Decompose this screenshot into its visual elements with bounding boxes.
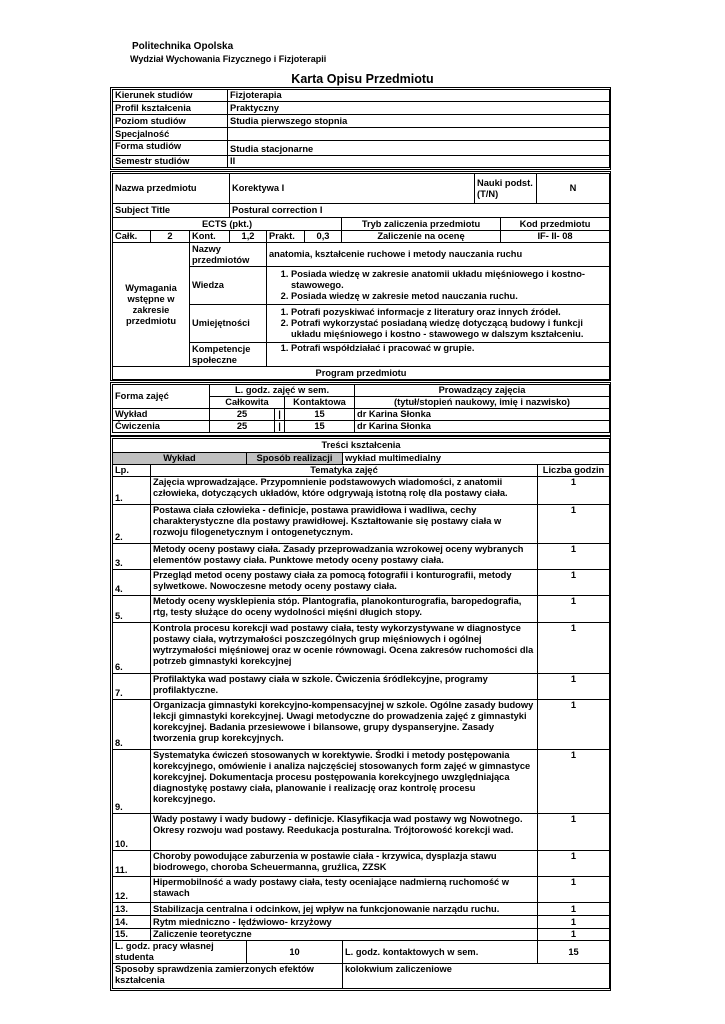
nauki-value: N xyxy=(537,174,610,204)
table-row xyxy=(113,570,610,596)
kontakt-value: 15 xyxy=(538,941,610,964)
sposoby-value: kolokwium zaliczeniowe xyxy=(343,964,610,989)
subject-title: Postural correction I xyxy=(230,204,610,218)
ects-prakt-label: Prakt. xyxy=(267,231,305,243)
study-value: Studia pierwszego stopnia xyxy=(228,115,610,128)
topic-lp: 9. xyxy=(113,750,151,814)
wyklad-label: Wykład xyxy=(113,453,247,465)
komp-list xyxy=(267,343,610,367)
topic-hours: 1 xyxy=(538,700,610,750)
study-value xyxy=(228,128,610,141)
ects-kont-label: Kont. xyxy=(190,231,230,243)
topic-lp: 12. xyxy=(113,877,151,903)
study-row xyxy=(113,102,610,115)
topic-lp: 5. xyxy=(113,596,151,623)
table-row xyxy=(113,700,610,750)
study-value: Studia stacjonarne xyxy=(228,141,610,156)
topic-text: Rytm miedniczno - lędźwiowo- krzyżowy xyxy=(151,916,538,929)
study-label: Profil kształcenia xyxy=(113,102,228,115)
table-row xyxy=(113,505,610,544)
study-label: Poziom studiów xyxy=(113,115,228,128)
table-row xyxy=(113,421,610,433)
faculty-name: Wydział Wychowania Fizycznego i Fizjoterapii xyxy=(130,54,327,64)
table-row xyxy=(113,903,610,916)
table-row xyxy=(113,409,610,421)
prow-label: Prowadzący zajęcia xyxy=(355,385,610,397)
forma-value: Ćwiczenia xyxy=(113,421,210,433)
sposoby-label: Sposoby sprawdzenia zamierzonych efektów kształcenia xyxy=(113,964,343,989)
list-item: 1. Potrafi pozyskiwać informacje z literatury oraz innych źródeł. xyxy=(291,307,607,318)
subject-title-label: Subject Title xyxy=(113,204,230,218)
subject-name-label: Nazwa przedmiotu xyxy=(113,174,230,204)
study-value: II xyxy=(228,156,610,168)
topic-lp: 1. xyxy=(113,477,151,505)
study-value: Fizjoterapia xyxy=(228,90,610,102)
ects-kont-value: 1,2 xyxy=(230,231,267,243)
godz-label: L. godz. zajęć w sem. xyxy=(210,385,355,397)
university-name: Politechnika Opolska xyxy=(132,41,234,52)
forms-table xyxy=(112,384,610,433)
prow-sub-label: (tytuł/stopień naukowy, imię i nazwisko) xyxy=(355,397,610,409)
kod-header: Kod przedmiotu xyxy=(501,218,610,231)
ects-prakt-value: 0,3 xyxy=(305,231,342,243)
separator: | xyxy=(275,421,285,433)
study-label: Forma studiów xyxy=(113,141,228,156)
topic-text: Postawa ciała człowieka - definicje, postawa prawidłowa i wadliwa, cechy charakterystyczne dla postawy prawidłowej. Kształtowanie się postawy ciała w rozwoju filogenetycznym i ontogenetycznym. xyxy=(151,505,538,544)
komp-label: Kompetencje społeczne xyxy=(190,343,267,367)
kontaktowa-label: Kontaktowa xyxy=(285,397,355,409)
ects-calk-label: Całk. xyxy=(113,231,151,243)
topic-lp: 11. xyxy=(113,851,151,877)
sposob-label: Sposób realizacji xyxy=(247,453,343,465)
topic-hours: 1 xyxy=(538,916,610,929)
kod-value: IF- II- 08 xyxy=(501,231,610,243)
wiedza-label: Wiedza xyxy=(190,267,267,305)
topic-hours: 1 xyxy=(538,477,610,505)
topic-hours: 1 xyxy=(538,877,610,903)
topic-hours: 1 xyxy=(538,570,610,596)
forma-label: Forma zajęć xyxy=(113,385,210,409)
study-label: Specjalność xyxy=(113,128,228,141)
study-row xyxy=(113,156,610,168)
table-row xyxy=(113,929,610,941)
subject-name: Korektywa I xyxy=(230,174,475,204)
ects-calk-value: 2 xyxy=(151,231,190,243)
topic-text: Hipermobilność a wady postawy ciała, testy oceniające nadmierną ruchomość w stawach xyxy=(151,877,538,903)
list-item: 1. Posiada wiedzę w zakresie anatomii układu mięśniowego i kostno-stawowego. xyxy=(291,269,607,291)
table-row xyxy=(113,623,610,674)
study-label: Kierunek studiów xyxy=(113,90,228,102)
topic-lp: 7. xyxy=(113,674,151,700)
topic-text: Stabilizacja centralna i odcinkow, jej wpływ na funkcjonowanie narządu ruchu. xyxy=(151,903,538,916)
topic-hours: 1 xyxy=(538,929,610,941)
subject-table xyxy=(112,173,610,380)
document-title: Karta Opisu Przedmiotu xyxy=(291,72,434,86)
tematyka-header: Tematyka zajęć xyxy=(151,465,538,477)
topic-hours: 1 xyxy=(538,851,610,877)
content-table xyxy=(112,438,610,989)
calkowita-label: Całkowita xyxy=(210,397,285,409)
topic-lp: 4. xyxy=(113,570,151,596)
study-row xyxy=(113,128,610,141)
study-row xyxy=(113,141,610,156)
topic-lp: 8. xyxy=(113,700,151,750)
table-row xyxy=(113,544,610,570)
calk-value: 25 xyxy=(210,421,275,433)
list-item: 2. Posiada wiedzę w zakresie metod nauczania ruchu. xyxy=(291,291,607,302)
separator: | xyxy=(275,409,285,421)
topic-text: Wady postawy i wady budowy - definicje. Klasyfikacja wad postawy wg Nowotnego. Okresy rozwoju wad postawy. Reedukacja posturalna. Trójtorowość korekcji wad. xyxy=(151,814,538,851)
topic-text: Zaliczenie teoretyczne xyxy=(151,929,538,941)
requirements-label: Wymagania wstępne w zakresie przedmiotu xyxy=(113,243,190,367)
topic-hours: 1 xyxy=(538,544,610,570)
umiej-label: Umiejętności xyxy=(190,305,267,343)
ects-header: ECTS (pkt.) xyxy=(113,218,342,231)
table-row xyxy=(113,851,610,877)
table-row xyxy=(113,877,610,903)
table-row xyxy=(113,596,610,623)
table-row xyxy=(113,674,610,700)
table-row xyxy=(113,750,610,814)
topic-text: Profilaktyka wad postawy ciała w szkole. Ćwiczenia śródlekcyjne, programy profilaktyczne. xyxy=(151,674,538,700)
topic-lp: 10. xyxy=(113,814,151,851)
praca-value: 10 xyxy=(247,941,343,964)
topic-lp: 2. xyxy=(113,505,151,544)
topic-text: Kontrola procesu korekcji wad postawy ciała, testy wykorzystywane w diagnostyce postawy ciała, wytrzymałości poszczególnych grup mięśniowych i ogólnej wytrzymałości mięśniowej oraz w ocenie równowagi. Ocena zakresów ruchomości dla potrzeb gimnastyki korekcyjnej xyxy=(151,623,538,674)
list-item: 1. Potrafi współdziałać i pracować w grupie. xyxy=(291,343,607,354)
topic-hours: 1 xyxy=(538,596,610,623)
umiej-list xyxy=(267,305,610,343)
calk-value: 25 xyxy=(210,409,275,421)
kont-value: 15 xyxy=(285,409,355,421)
prow-value: dr Karina Słonka xyxy=(355,409,610,421)
nazwy-label: Nazwy przedmiotów xyxy=(190,243,267,267)
study-label: Semestr studiów xyxy=(113,156,228,168)
topic-hours: 1 xyxy=(538,750,610,814)
topic-text: Organizacja gimnastyki korekcyjno-kompensacyjnej w szkole. Ogólne zasady budowy lekcji gimnastyki korekcyjnej. Uwagi metodyczne do prowadzenia zajęć z gimnastyki korekcyjnej. Badania przesiewowe i bilansowe, grupy dyspanseryjne. Zasady tworzenia grup korekcyjnych. xyxy=(151,700,538,750)
lp-header: Lp. xyxy=(113,465,151,477)
study-value: Praktyczny xyxy=(228,102,610,115)
liczba-header: Liczba godzin xyxy=(538,465,610,477)
topic-hours: 1 xyxy=(538,623,610,674)
wiedza-list xyxy=(267,267,610,305)
table-row xyxy=(113,916,610,929)
topic-text: Przegląd metod oceny postawy ciała za pomocą fotografii i konturografii, metody sylwetkowe. Nowoczesne metody oceny postawy ciała. xyxy=(151,570,538,596)
sposob-value: wykład multimedialny xyxy=(343,453,610,465)
topic-hours: 1 xyxy=(538,903,610,916)
topic-text: Choroby powodujące zaburzenia w postawie ciała - krzywica, dysplazja stawu biodrowego, choroba Scheuermanna, gruźlica, ZZSK xyxy=(151,851,538,877)
prow-value: dr Karina Słonka xyxy=(355,421,610,433)
topic-text: Metody oceny postawy ciała. Zasady przeprowadzania wzrokowej oceny wybranych elementów postawy ciała. Punktowe metody oceny postawy ciała. xyxy=(151,544,538,570)
topic-lp: 14. xyxy=(113,916,151,929)
topic-text: Metody oceny wysklepienia stóp. Plantografia, planokonturografia, baropedografia, rtg, testy służące do oceny wydolności mięśni długich stopy. xyxy=(151,596,538,623)
nazwy-value: anatomia, kształcenie ruchowe i metody nauczania ruchu xyxy=(267,243,610,267)
forma-value: Wykład xyxy=(113,409,210,421)
topic-lp: 3. xyxy=(113,544,151,570)
topic-hours: 1 xyxy=(538,814,610,851)
topic-lp: 6. xyxy=(113,623,151,674)
table-row xyxy=(113,814,610,851)
list-item: 2. Potrafi wykorzystać posiadaną wiedzę dotyczącą budowy i funkcji układu mięśniowego i kostno - stawowego w dalszym kształceniu. xyxy=(291,318,607,340)
study-table xyxy=(112,89,610,168)
content-title: Treści kształcenia xyxy=(113,439,610,453)
study-row xyxy=(113,90,610,102)
topic-text: Zajęcia wprowadzające. Przypomnienie podstawowych wiadomości, z anatomii człowieka, dotyczących układów, które odgrywają istotną rolę dla postawy ciała. xyxy=(151,477,538,505)
topic-text: Systematyka ćwiczeń stosowanych w korektywie. Środki i metody postępowania korekcyjnego, omówienie i analiza najczęściej stosowanych form zajęć w gimnastyce korekcyjnej. Dokumentacja procesu postępowania korekcyjnego uwzględniająca diagnostykę postawy ciała, planowanie i realizację oraz kontrolę procesu korekcyjnego. xyxy=(151,750,538,814)
topic-lp: 13. xyxy=(113,903,151,916)
tryb-header: Tryb zaliczenia przedmiotu xyxy=(342,218,501,231)
table-row xyxy=(113,477,610,505)
topic-lp: 15. xyxy=(113,929,151,941)
kont-value: 15 xyxy=(285,421,355,433)
nauki-label: Nauki podst. (T/N) xyxy=(475,174,537,204)
study-row xyxy=(113,115,610,128)
praca-label: L. godz. pracy własnej studenta xyxy=(113,941,247,964)
topic-hours: 1 xyxy=(538,505,610,544)
topic-hours: 1 xyxy=(538,674,610,700)
kontakt-label: L. godz. kontaktowych w sem. xyxy=(343,941,538,964)
tryb-value: Zaliczenie na ocenę xyxy=(342,231,501,243)
program-title: Program przedmiotu xyxy=(113,367,610,380)
